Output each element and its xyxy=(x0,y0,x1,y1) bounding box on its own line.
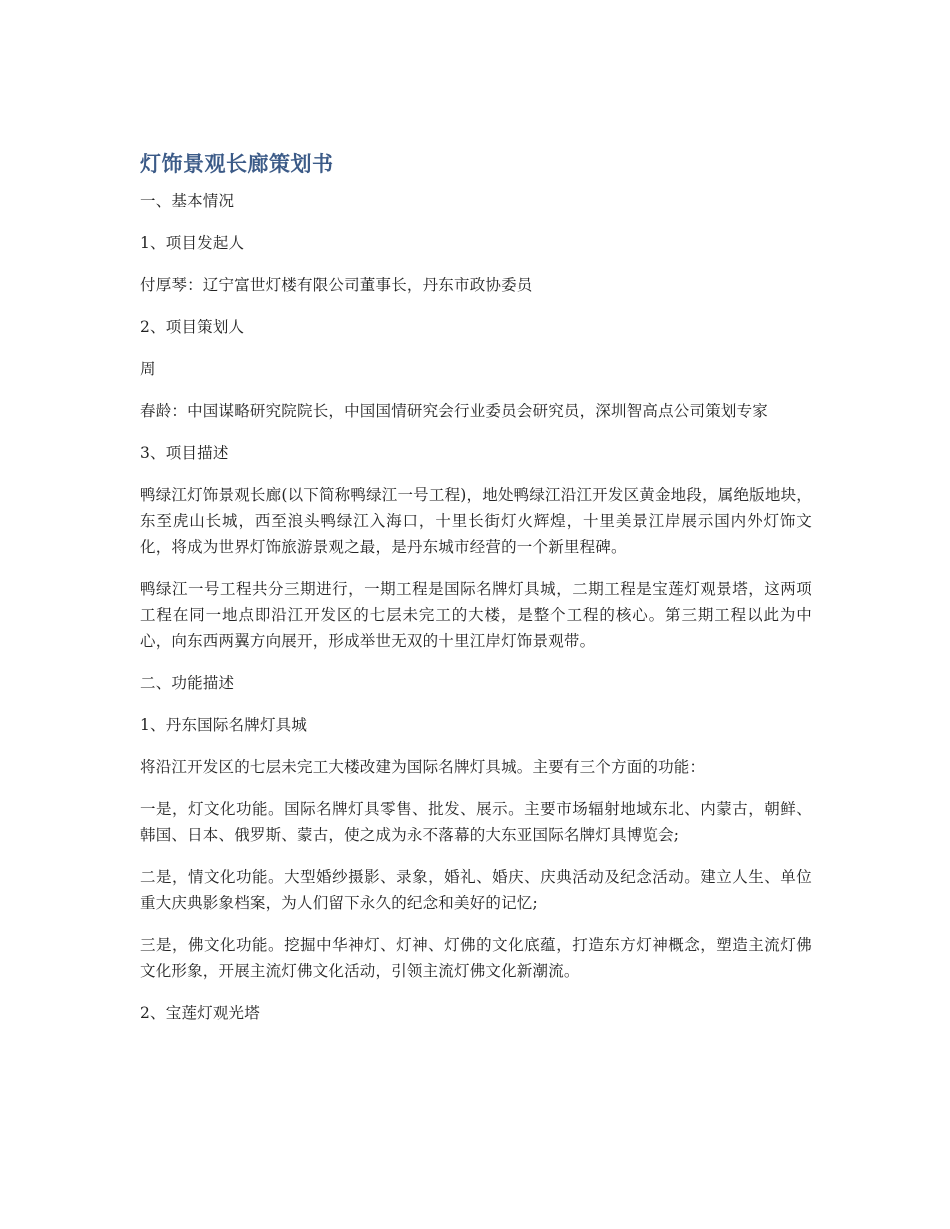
subsection-heading: 3、项目描述 xyxy=(140,444,229,462)
section-heading: 一、基本情况 xyxy=(140,192,235,210)
subsection-heading: 2、宝莲灯观光塔 xyxy=(140,1004,260,1022)
paragraph: 春龄：中国谋略研究院院长，中国国情研究会行业委员会研究员，深圳智高点公司策划专家 xyxy=(140,402,769,420)
paragraph: 三是，佛文化功能。挖掘中华神灯、灯神、灯佛的文化底蕴，打造东方灯神概念，塑造主流灯佛文化形象，开展主流灯佛文化活动，引领主流灯佛文化新潮流。 xyxy=(140,936,812,980)
paragraph: 鸭绿江灯饰景观长廊(以下简称鸭绿江一号工程)，地处鸭绿江沿江开发区黄金地段，属绝版地块，东至虎山长城，西至浪头鸭绿江入海口，十里长街灯火辉煌，十里美景江岸展示国内外灯饰文化，将成为世界灯饰旅游景观之最，是丹东城市经营的一个新里程碑。 xyxy=(140,486,812,556)
paragraph: 一是，灯文化功能。国际名牌灯具零售、批发、展示。主要市场辐射地域东北、内蒙古，朝鲜、韩国、日本、俄罗斯、蒙古，使之成为永不落幕的大东亚国际名牌灯具博览会; xyxy=(140,800,812,844)
subsection-heading: 2、项目策划人 xyxy=(140,318,245,336)
paragraph: 鸭绿江一号工程共分三期进行，一期工程是国际名牌灯具城，二期工程是宝莲灯观景塔，这两项工程在同一地点即沿江开发区的七层未完工的大楼，是整个工程的核心。第三期工程以此为中心，向东西两翼方向展开，形成举世无双的十里江岸灯饰景观带。 xyxy=(140,580,812,650)
section-heading: 二、功能描述 xyxy=(140,674,235,692)
paragraph: 周 xyxy=(140,360,156,378)
subsection-heading: 1、丹东国际名牌灯具城 xyxy=(140,716,308,734)
paragraph: 将沿江开发区的七层未完工大楼改建为国际名牌灯具城。主要有三个方面的功能： xyxy=(140,758,706,776)
paragraph: 二是，情文化功能。大型婚纱摄影、录象，婚礼、婚庆、庆典活动及纪念活动。建立人生、单位重大庆典影象档案，为人们留下永久的纪念和美好的记忆; xyxy=(140,868,812,912)
paragraph: 付厚琴：辽宁富世灯楼有限公司董事长，丹东市政协委员 xyxy=(140,276,533,294)
document-page xyxy=(140,148,812,1042)
subsection-heading: 1、项目发起人 xyxy=(140,234,245,252)
document-title: 灯饰景观长廊策划书 xyxy=(140,152,334,176)
